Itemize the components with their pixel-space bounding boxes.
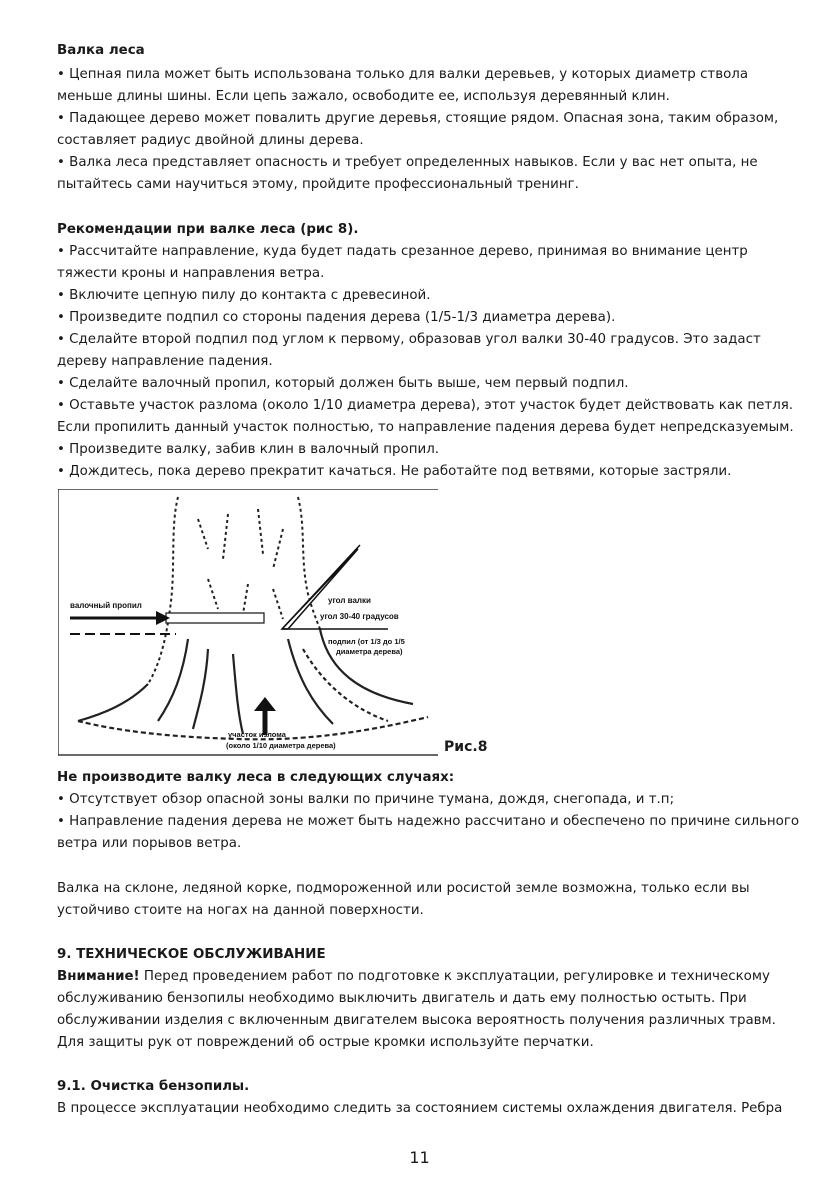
heading-maintenance: 9. ТЕХНИЧЕСКОЕ ОБСЛУЖИВАНИЕ xyxy=(57,947,326,962)
page-number: 11 xyxy=(409,1148,430,1167)
paragraph-line: • Отсутствует обзор опасной зоны валки по причине тумана, дождя, снегопада, и т.п; xyxy=(57,792,675,807)
paragraph-line: • Рассчитайте направление, куда будет падать срезанное дерево, принимая во внимание центр xyxy=(57,244,748,259)
paragraph-line: обслуживанию бензопилы необходимо выключить двигатель и дать ему полностью остыть. При xyxy=(57,991,747,1006)
paragraph-line: Если пропилить данный участок полностью, то направление падения дерева будет непредсказуемым. xyxy=(57,420,794,435)
paragraph-line: ветра или порывов ветра. xyxy=(57,836,242,851)
figure-caption: Рис.8 xyxy=(444,739,488,755)
warning-line xyxy=(57,968,770,986)
paragraph-line: составляет радиус двойной длины дерева. xyxy=(57,133,364,148)
paragraph-line: обслуживании изделия с включенным двигателем высока вероятность получения различных травм. xyxy=(57,1013,776,1028)
paragraph-line: устойчиво стоите на ногах на данной поверхности. xyxy=(57,903,424,918)
paragraph-line: • Произведите подпил со стороны падения дерева (1/5-1/3 диаметра дерева). xyxy=(57,310,616,325)
warning-text: Перед проведением работ по подготовке к эксплуатации, регулировке и техническому xyxy=(139,969,770,984)
paragraph-line: • Сделайте второй подпил под углом к первому, образовав угол валки 30-40 градусов. Это задаст xyxy=(57,332,761,347)
label-angle-1: угол валки xyxy=(328,596,371,605)
break-zone-arrow-head xyxy=(254,697,276,711)
heading-recommendations: Рекомендации при валке леса (рис 8). xyxy=(57,222,359,237)
warning-label: Внимание! xyxy=(57,969,140,984)
heading-felling: Валка леса xyxy=(57,43,145,58)
paragraph-line: тяжести кроны и направления ветра. xyxy=(57,266,325,281)
felling-cut-bar xyxy=(166,613,264,623)
paragraph-line: пытайтесь сами научиться этому, пройдите профессиональный тренинг. xyxy=(57,177,579,192)
paragraph-line: • Сделайте валочный пропил, который должен быть выше, чем первый подпил. xyxy=(57,376,629,391)
paragraph-line: В процессе эксплуатации необходимо следить за состоянием системы охлаждения двигателя. Ребра xyxy=(57,1101,783,1116)
label-angle-2: угол 30-40 градусов xyxy=(320,612,399,621)
label-undercut-2: диаметра дерева) xyxy=(336,647,403,656)
label-felling-cut: валочный пропил xyxy=(70,601,142,610)
label-break-1: участок излома xyxy=(228,730,286,739)
tree-felling-diagram xyxy=(58,489,438,757)
paragraph-line: дереву направление падения. xyxy=(57,354,273,369)
label-break-2: (около 1/10 диаметра дерева) xyxy=(226,741,336,750)
paragraph-line: • Валка леса представляет опасность и требует определенных навыков. Если у вас нет опыта, не xyxy=(57,155,758,170)
paragraph-line: • Оставьте участок разлома (около 1/10 диаметра дерева), этот участок будет действовать как петля. xyxy=(57,398,794,413)
heading-cleaning: 9.1. Очистка бензопилы. xyxy=(57,1079,250,1094)
paragraph-line: • Направление падения дерева не может быть надежно рассчитано и обеспечено по причине сильного xyxy=(57,814,800,829)
label-undercut-1: подпил (от 1/3 до 1/5 xyxy=(328,637,405,646)
paragraph-line: • Дождитесь, пока дерево прекратит качаться. Не работайте под ветвями, которые застряли. xyxy=(57,464,732,479)
paragraph-line: • Цепная пила может быть использована только для валки деревьев, у которых диаметр ствола xyxy=(57,67,749,82)
paragraph-line: • Включите цепную пилу до контакта с древесиной. xyxy=(57,288,431,303)
heading-no-felling: Не производите валку леса в следующих случаях: xyxy=(57,770,455,785)
paragraph-line: • Произведите валку, забив клин в валочный пропил. xyxy=(57,442,440,457)
paragraph-line: • Падающее дерево может повалить другие деревья, стоящие рядом. Опасная зона, таким образом, xyxy=(57,111,779,126)
paragraph-line: меньше длины шины. Если цепь зажало, освободите ее, используя деревянный клин. xyxy=(57,89,670,104)
paragraph-line: Валка на склоне, ледяной корке, подмороженной или росистой земле возможна, только если вы xyxy=(57,881,750,896)
paragraph-line: Для защиты рук от повреждений об острые кромки используйте перчатки. xyxy=(57,1035,594,1050)
